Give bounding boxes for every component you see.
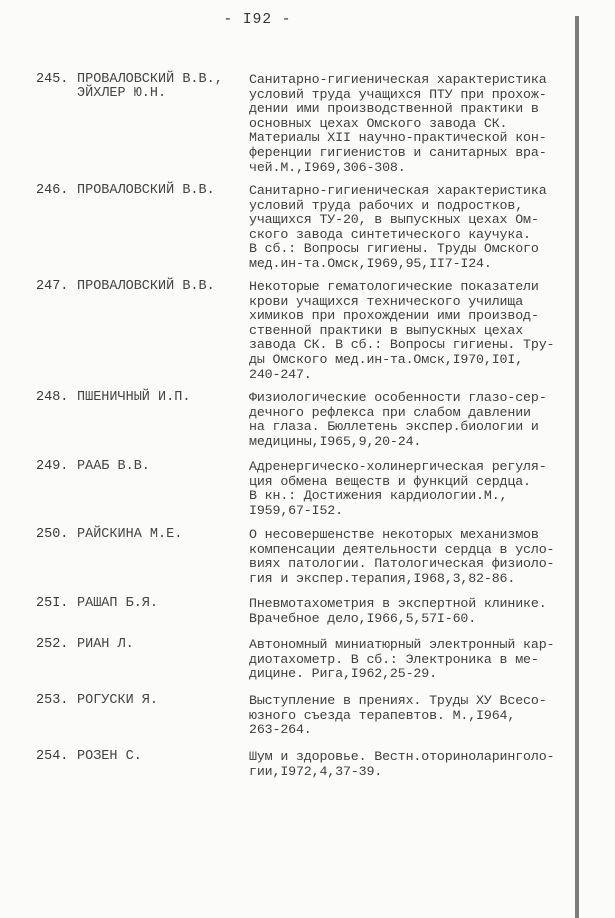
entry-number: 250.	[36, 527, 69, 542]
page-number: - I92 -	[223, 12, 292, 28]
entry-number: 246.	[36, 183, 69, 198]
entry-reference: О несовершенстве некоторых механизмов компенсации деятельности сердца в усло- виях патологии. Патологическая физиоло- гия и экспер.терапия,I968,3,82-86.	[249, 527, 555, 586]
entry-number: 249.	[36, 459, 69, 474]
entry-author: РОГУСКИ Я.	[77, 693, 159, 708]
entry-reference: Адренергическо-холинергическая регуля- ция обмена веществ и функций сердца. В кн.: Достижения кардиологии.М., I959,67-I52.	[249, 459, 547, 518]
entry-author: ПРОВАЛОВСКИЙ В.В.	[77, 279, 215, 294]
entry-reference: Автономный миниатюрный электронный кар- диотахометр. В сб.: Электроника в ме- дицине. Рига,I962,25-29.	[249, 637, 555, 682]
entry-author: РААБ В.В.	[77, 459, 150, 474]
entry-reference: Санитарно-гигиеническая характеристика условий труда учащихся ПТУ при прохож- дении ими производственной практики в основных цехах Омского завода СК. Материалы XII научно-практической кон- ференции гигиенистов и санитарных вра- чей.М.,I969,306-308.	[249, 72, 547, 175]
entry-author: РАЙСКИНА М.Е.	[77, 527, 183, 542]
entry-author: ПШЕНИЧНЫЙ И.П.	[77, 390, 191, 405]
entry-reference: Выступление в прениях. Труды ХУ Всесо- юзного съезда терапевтов. М.,I964, 263-264.	[249, 693, 547, 738]
entry-reference: Некоторые гематологические показатели крови учащихся технического училища химиков при прохождении ими производ- ственной практики в выпускных цехах завода СК. В сб.: Вопросы гигиены. Тру- ды Омского мед.ин-та.Омск,I970,I0I, 240-247.	[249, 279, 555, 382]
entry-reference: Шум и здоровье. Вестн.оториноларинголо- гии,I972,4,37-39.	[249, 749, 555, 779]
entry-author: РИАН Л.	[77, 637, 134, 652]
entry-number: 245.	[36, 72, 69, 87]
entry-number: 253.	[36, 693, 69, 708]
entry-number: 254.	[36, 749, 69, 764]
entry-reference: Физиологические особенности глазо-сер- дечного рефлекса при слабом давлении на глаза. Бюллетень экспер.биологии и медицины,I965,9,20-24.	[249, 390, 547, 449]
entry-reference: Санитарно-гигиеническая характеристика условий труда рабочих и подростков, учащихся ТУ-20, в выпускных цехах Ом- ского завода синтетического каучука. В сб.: Вопросы гигиены. Труды Омского мед.ин-та.Омск,I969,95,II7-I24.	[249, 183, 547, 271]
entry-number: 247.	[36, 279, 69, 294]
entry-author: РОЗЕН С.	[77, 749, 142, 764]
entry-number: 252.	[36, 637, 69, 652]
entry-author: ПРОВАЛОВСКИЙ В.В., ЭЙХЛЕР Ю.Н.	[77, 72, 223, 101]
entry-number: 25I.	[36, 596, 69, 611]
entry-author: РАШАП Б.Я.	[77, 596, 159, 611]
entry-reference: Пневмотахометрия в экспертной клинике. Врачебное дело,I966,5,57I-60.	[249, 596, 547, 626]
entry-number: 248.	[36, 390, 69, 405]
entry-author: ПРОВАЛОВСКИЙ В.В.	[77, 183, 215, 198]
